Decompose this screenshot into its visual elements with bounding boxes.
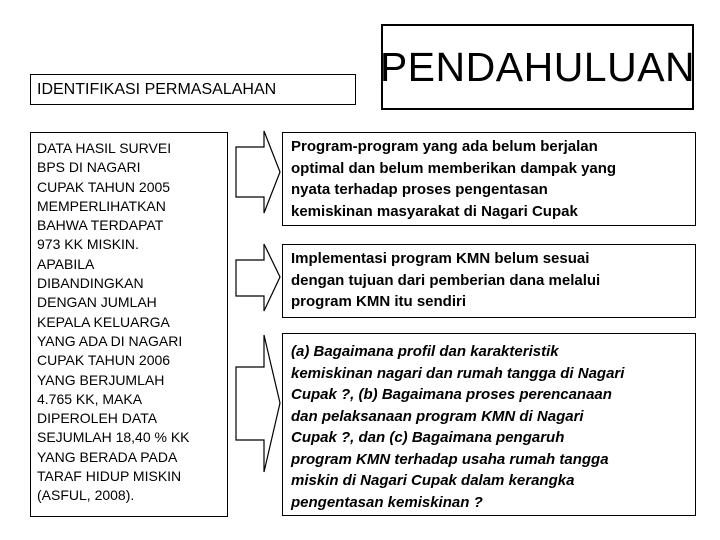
problem-line: nyata terhadap proses pengentasan — [291, 181, 548, 198]
research-questions-box — [282, 333, 696, 516]
question-line: kemiskinan nagari dan rumah tangga di Nagari — [291, 364, 625, 382]
question-line: Cupak ?, dan (c) Bagaimana pengaruh — [291, 429, 565, 446]
arrow-right-icon — [236, 244, 280, 311]
question-line: program KMN terhadap usaha rumah tangga — [291, 450, 609, 468]
survey-line: BAHWA TERDAPAT — [37, 217, 164, 234]
question-line: (a) Bagaimana profil dan karakteristik — [291, 343, 559, 360]
survey-line: MEMPERLIHATKAN — [37, 197, 166, 214]
problem-line: dengan tujuan dari pemberian dana melalui — [291, 271, 601, 289]
survey-line: YANG ADA DI NAGARI — [37, 332, 183, 349]
survey-line: DATA HASIL SURVEI — [37, 140, 172, 156]
problem-box-1 — [282, 132, 696, 226]
problem-line: program KMN itu sendiri — [291, 293, 467, 310]
question-line: pengentasan kemiskinan ? — [291, 493, 483, 511]
survey-line: DENGAN JUMLAH — [37, 294, 157, 311]
survey-line: 4.765 KK, MAKA — [37, 390, 143, 407]
survey-line: SEJUMLAH 18,40 % KK — [37, 429, 190, 446]
survey-line: YANG BERADA PADA — [37, 448, 178, 465]
section-label: IDENTIFIKASI PERMASALAHAN — [37, 81, 277, 98]
problem-line: optimal dan belum memberikan dampak yang — [291, 159, 617, 177]
problem-line: kemiskinan masyarakat di Nagari Cupak — [291, 202, 578, 220]
survey-line: YANG BERJUMLAH — [37, 371, 165, 388]
arrow-right-icon — [236, 131, 280, 213]
survey-line: TARAF HIDUP MISKIN — [37, 468, 182, 485]
problem-line: Implementasi program KMN belum sesuai — [291, 250, 590, 267]
page-title: PENDAHULUAN — [379, 43, 696, 90]
survey-line: CUPAK TAHUN 2005 — [37, 178, 171, 195]
problem-box-2 — [282, 244, 696, 318]
survey-line: 973 KK MISKIN. — [37, 236, 139, 253]
survey-line: CUPAK TAHUN 2006 — [37, 352, 171, 369]
survey-line: KEPALA KELUARGA — [37, 313, 170, 330]
question-line: dan pelaksanaan program KMN di Nagari — [291, 407, 584, 425]
question-line: miskin di Nagari Cupak dalam kerangka — [291, 472, 575, 489]
question-line: Cupak ?, (b) Bagaimana proses perencanaan — [291, 386, 612, 403]
survey-line: DIBANDINGKAN — [37, 275, 144, 292]
survey-line: BPS DI NAGARI — [37, 159, 141, 176]
survey-line: DIPEROLEH DATA — [37, 410, 158, 427]
survey-line: (ASFUL, 2008). — [37, 487, 135, 504]
problem-line: Program-program yang ada belum berjalan — [291, 138, 598, 155]
survey-line: APABILA — [37, 255, 95, 272]
arrow-right-icon — [236, 335, 280, 472]
